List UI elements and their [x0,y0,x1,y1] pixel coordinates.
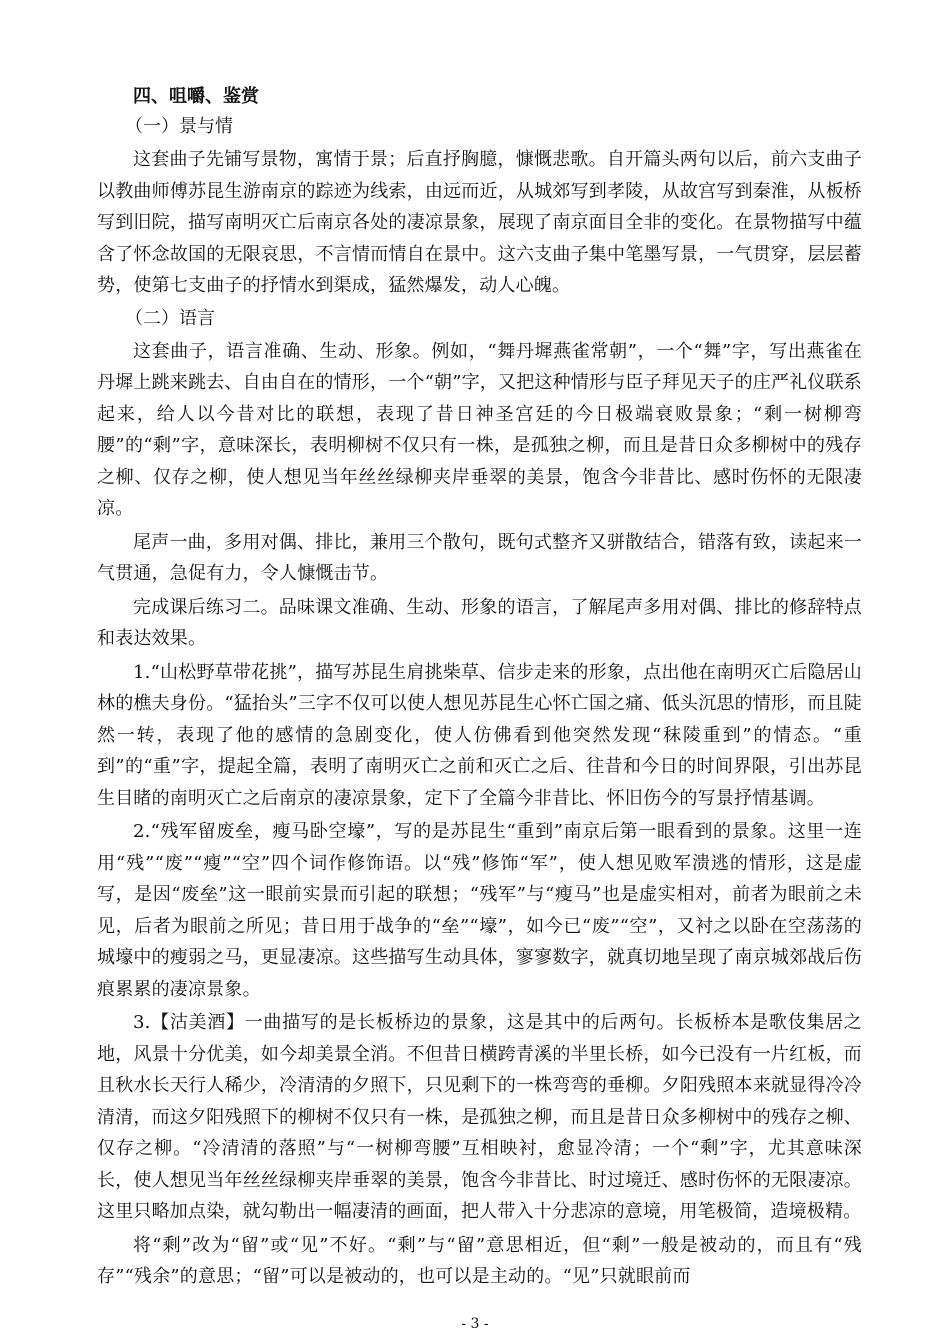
paragraph-item-2: 2.“残军留废垒，瘦马卧空壕”，写的是苏昆生“重到”南京后第一眼看到的景象。这里一连用“残”“废”“瘦”“空”四个词作修饰语。以“残”修饰“军”，使人想见败军溃逃的情形，这是虚写，是因“废垒”这一眼前实景而引起的联想；“残军”与“瘦马”也是虚实相对，前者为眼前之未见，后者为眼前之所见；昔日用于战争的“垒”“壕”，如今已“废”“空”，又衬之以卧在空荡荡的城壕中的瘦弱之马，更显凄凉。这些描写生动具体，寥寥数字，就真切地呈现了南京城郊战后伤痕累累的凄凉景象。 [97,821,862,1000]
paragraph-exercise: 完成课后练习二。品味课文准确、生动、形象的语言，了解尾声多用对偶、排比的修辞特点和表达效果。 [97,596,862,649]
section-heading: 四、咀嚼、鉴赏 [133,86,259,107]
subheading-scene-emotion: （一）景与情 [125,116,233,137]
paragraph-language: 这套曲子，语言准确、生动、形象。例如，“舞丹墀燕雀常朝”，一个“舞”字，写出燕雀在丹墀上跳来跳去、自由自在的情形，一个“朝”字，又把这种情形与臣子拜见天子的庄严礼仪联系起来，给人以今昔对比的联想，表现了昔日神圣宫廷的今日极端衰败景象；“剩一树柳弯腰”的“剩”字，意味深长，表明柳树不仅只有一株，是孤独之柳，而且是昔日众多柳树中的残存之柳、仅存之柳，使人想见当年丝丝绿柳夹岸垂翠的美景，饱含今非昔比、感时伤怀的无限凄凉。 [97,340,862,519]
paragraph-item-3: 3.【沽美酒】一曲描写的是长板桥边的景象，这是其中的后两句。长板桥本是歌伎集居之地，风景十分优美，如今却美景全消。不但昔日横跨青溪的半里长桥，如今已没有一片红板，而且秋水长天行人稀少，冷清清的夕照下，只见剩下的一株弯弯的垂柳。夕阳残照本来就显得冷冷清清，而这夕阳残照下的柳树不仅只有一株，是孤独之柳，而且是昔日众多柳树中的残存之柳、仅存之柳。“冷清清的落照”与“一树柳弯腰”互相映衬，愈显冷清；一个“剩”字，尤其意味深长，使人想见当年丝丝绿柳夹岸垂翠的美景，饱含今非昔比、时过境迁、感时伤怀的无限凄凉。这里只略加点染，就勾勒出一幅凄清的画面，把人带入十分悲凉的意境，用笔极简，造境极精。 [97,1012,862,1222]
paragraph-scene-emotion: 这套曲子先铺写景物，寓情于景；后直抒胸臆，慷慨悲歌。自开篇头两句以后，前六支曲子以教曲师傅苏昆生游南京的踪迹为线索，由远而近，从城郊写到孝陵，从故宫写到秦淮，从板桥写到旧院，描写南明灭亡后南京各处的凄凉景象，展现了南京面目全非的变化。在景物描写中蕴含了怀念故国的无限哀思，不言情而情自在景中。这六支曲子集中笔墨写景，一气贯穿，层层蓄势，使第七支曲子的抒情水到渠成，猛然爆发，动人心魄。 [97,149,862,296]
page-number: - 3 - [461,1316,489,1332]
paragraph-item-1: 1.“山松野草带花挑”，描写苏昆生肩挑柴草、信步走来的形象，点出他在南明灭亡后隐居山林的樵夫身份。“猛抬头”三字不仅可以使人想见苏昆生心怀亡国之痛、低头沉思的情形，而且陡然一转，表现了他的感情的急剧变化，使人仿佛看到他突然发现“秣陵重到”的情态。“重到”的“重”字，提起全篇，表明了南明灭亡之前和灭亡之后、往昔和今日的时间界限，引出苏昆生目睹的南明灭亡之后南京的凄凉景象，定下了全篇今非昔比、怀旧伤今的写景抒情基调。 [97,661,862,809]
paragraph-coda: 尾声一曲，多用对偶、排比，兼用三个散句，既句式整齐又骈散结合，错落有致，读起来一气贯通，急促有力，令人慷慨击节。 [97,531,862,584]
subheading-language: （二）语言 [125,307,215,329]
page-content [97,82,862,1295]
paragraph-word-choice: 将“剩”改为“留”或“见”不好。“剩”与“留”意思相近，但“剩”一般是被动的，而且有“残存”“残余”的意思；“留”可以是被动的，也可以是主动的。“见”只就眼前而 [97,1234,862,1287]
